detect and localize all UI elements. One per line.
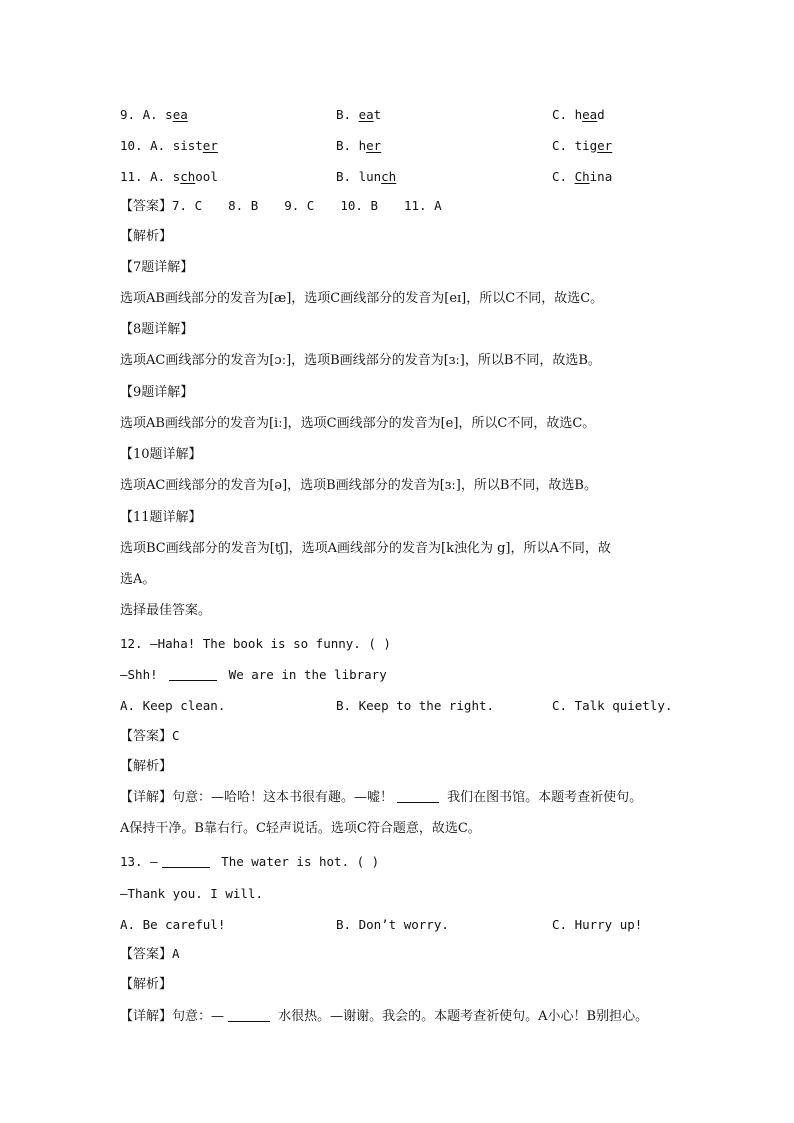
q9-option-b — [336, 103, 381, 127]
q9-c-label: C. — [552, 107, 575, 122]
q11-c-label: C. — [552, 169, 575, 184]
q9-a-underlined: ea — [172, 107, 188, 122]
q9-b-label: B. — [336, 107, 359, 122]
q9-b-underlined: ea — [358, 107, 374, 122]
detail-11-text-line1: 选项BC画线部分的发音为[tʃ]，选项A画线部分的发音为[k浊化为 g]，所以A不同，故 — [120, 541, 611, 556]
answer-label: 【答案】 — [120, 947, 173, 962]
question-12-analysis-label: 【解析】 — [120, 759, 173, 774]
question-12-line2 — [120, 663, 387, 687]
q12-detail-post: 我们在图书馆。本题考查祈使句。 — [443, 790, 643, 805]
analysis-label: 【解析】 — [120, 229, 173, 244]
detail-7-text: 选项AB画线部分的发音为[æ]，选项C画线部分的发音为[eɪ]，所以C不同，故选C。 — [120, 291, 604, 306]
question-12-detail-line1 — [120, 786, 642, 810]
q13-stem-pre: 13. — — [120, 854, 158, 869]
question-13-stem — [120, 850, 379, 874]
answer-item: 11. A — [403, 198, 442, 213]
q10-a-underlined: er — [202, 138, 218, 153]
q9-b-post: t — [373, 107, 382, 122]
q12-line2-post: We are in the library — [221, 667, 387, 682]
detail-11-title: 【11题详解】 — [120, 510, 202, 525]
q10-b-pre: h — [358, 138, 367, 153]
answer-value: C — [172, 728, 180, 743]
q10-number: 10. A. — [120, 138, 173, 153]
q11-number: 11. A. — [120, 169, 173, 184]
question-13-answer — [120, 942, 180, 966]
detail-8-text: 选项AC画线部分的发音为[ɔː]，选项B画线部分的发音为[ɜː]，所以B不同，故选B。 — [120, 353, 601, 368]
q11-a-pre: s — [172, 169, 181, 184]
answer-item: 8. B — [228, 198, 259, 213]
q11-c-post: ina — [589, 169, 613, 184]
question-13-analysis-label: 【解析】 — [120, 977, 173, 992]
answer-blank — [169, 666, 217, 681]
q11-b-pre: lun — [358, 169, 382, 184]
q10-option-c — [552, 134, 612, 158]
q11-a-underlined: ch — [180, 169, 196, 184]
q13-option-a: A. Be careful! — [120, 917, 226, 932]
detail-10-text: 选项AC画线部分的发音为[ə]，选项B画线部分的发音为[ɜː]，所以B不同，故选B。 — [120, 478, 597, 493]
answer-label: 【答案】 — [120, 199, 173, 214]
q11-b-label: B. — [336, 169, 359, 184]
q9-c-post: d — [597, 107, 605, 122]
q9-a-pre: s — [165, 107, 173, 122]
answers-7-11 — [120, 194, 468, 218]
question-12-options — [120, 694, 680, 718]
detail-11-text-line2: 选A。 — [120, 572, 156, 587]
answer-item: 10. B — [340, 198, 378, 213]
q11-b-underlined: ch — [381, 169, 397, 184]
q11-a-post: ool — [195, 169, 218, 184]
question-11-options — [120, 165, 680, 189]
question-12-answer — [120, 724, 180, 748]
q11-option-a — [120, 165, 218, 189]
question-12-detail-line2: A保持干净。B靠右行。C轻声说话。选项C符合题意，故选C。 — [120, 821, 481, 836]
q13-option-b: B. Don’t worry. — [336, 917, 449, 932]
detail-10-title: 【10题详解】 — [120, 447, 202, 462]
q10-b-underlined: er — [366, 138, 382, 153]
q11-option-c — [552, 165, 612, 189]
answer-label: 【答案】 — [120, 729, 173, 744]
q13-detail-pre: 【详解】句意：— — [120, 1009, 225, 1024]
q13-detail-post: 水很热。—谢谢。我会的。本题考查祈使句。A小心！B别担心。 — [274, 1009, 649, 1024]
q10-c-underlined: er — [597, 138, 613, 153]
q12-option-c: C. Talk quietly. — [552, 698, 673, 713]
q10-c-pre: tig — [574, 138, 598, 153]
q12-detail-pre: 【详解】句意：—哈哈！这本书很有趣。—嘘！ — [120, 790, 394, 805]
answer-item: 7. C — [172, 198, 203, 213]
question-13-options — [120, 913, 680, 937]
q9-option-a — [120, 103, 188, 127]
q13-option-c: C. Hurry up! — [552, 917, 643, 932]
question-9-options — [120, 103, 680, 127]
detail-8-title: 【8题详解】 — [120, 322, 194, 337]
q12-line2-pre: —Shh! — [120, 667, 166, 682]
question-13-line2: —Thank you. I will. — [120, 886, 263, 901]
q9-c-pre: h — [574, 107, 583, 122]
q9-c-underlined: ea — [582, 107, 598, 122]
q13-stem-post: The water is hot. ( ) — [213, 854, 380, 869]
q11-option-b — [336, 165, 396, 189]
q10-a-pre: sist — [172, 138, 203, 153]
q10-option-a — [120, 134, 218, 158]
answer-item: 9. C — [284, 198, 315, 213]
detail-9-title: 【9题详解】 — [120, 385, 194, 400]
q10-option-b — [336, 134, 381, 158]
q10-c-label: C. — [552, 138, 575, 153]
question-10-options — [120, 134, 680, 158]
detail-7-title: 【7题详解】 — [120, 260, 194, 275]
answer-value: A — [172, 946, 180, 961]
question-13-detail-line1 — [120, 1005, 648, 1029]
answer-blank — [162, 853, 210, 868]
q10-b-label: B. — [336, 138, 359, 153]
question-12-stem: 12. —Haha! The book is so funny. ( ) — [120, 636, 391, 651]
q9-option-c — [552, 103, 605, 127]
detail-9-text: 选项AB画线部分的发音为[iː]，选项C画线部分的发音为[e]，所以C不同，故选C。 — [120, 416, 596, 431]
q9-number: 9. A. — [120, 107, 166, 122]
q12-option-b: B. Keep to the right. — [336, 698, 495, 713]
q11-c-underlined: Ch — [574, 169, 590, 184]
answer-blank — [397, 788, 439, 803]
q12-option-a: A. Keep clean. — [120, 698, 226, 713]
answer-blank — [228, 1007, 270, 1022]
best-answer-instruction: 选择最佳答案。 — [120, 603, 212, 618]
